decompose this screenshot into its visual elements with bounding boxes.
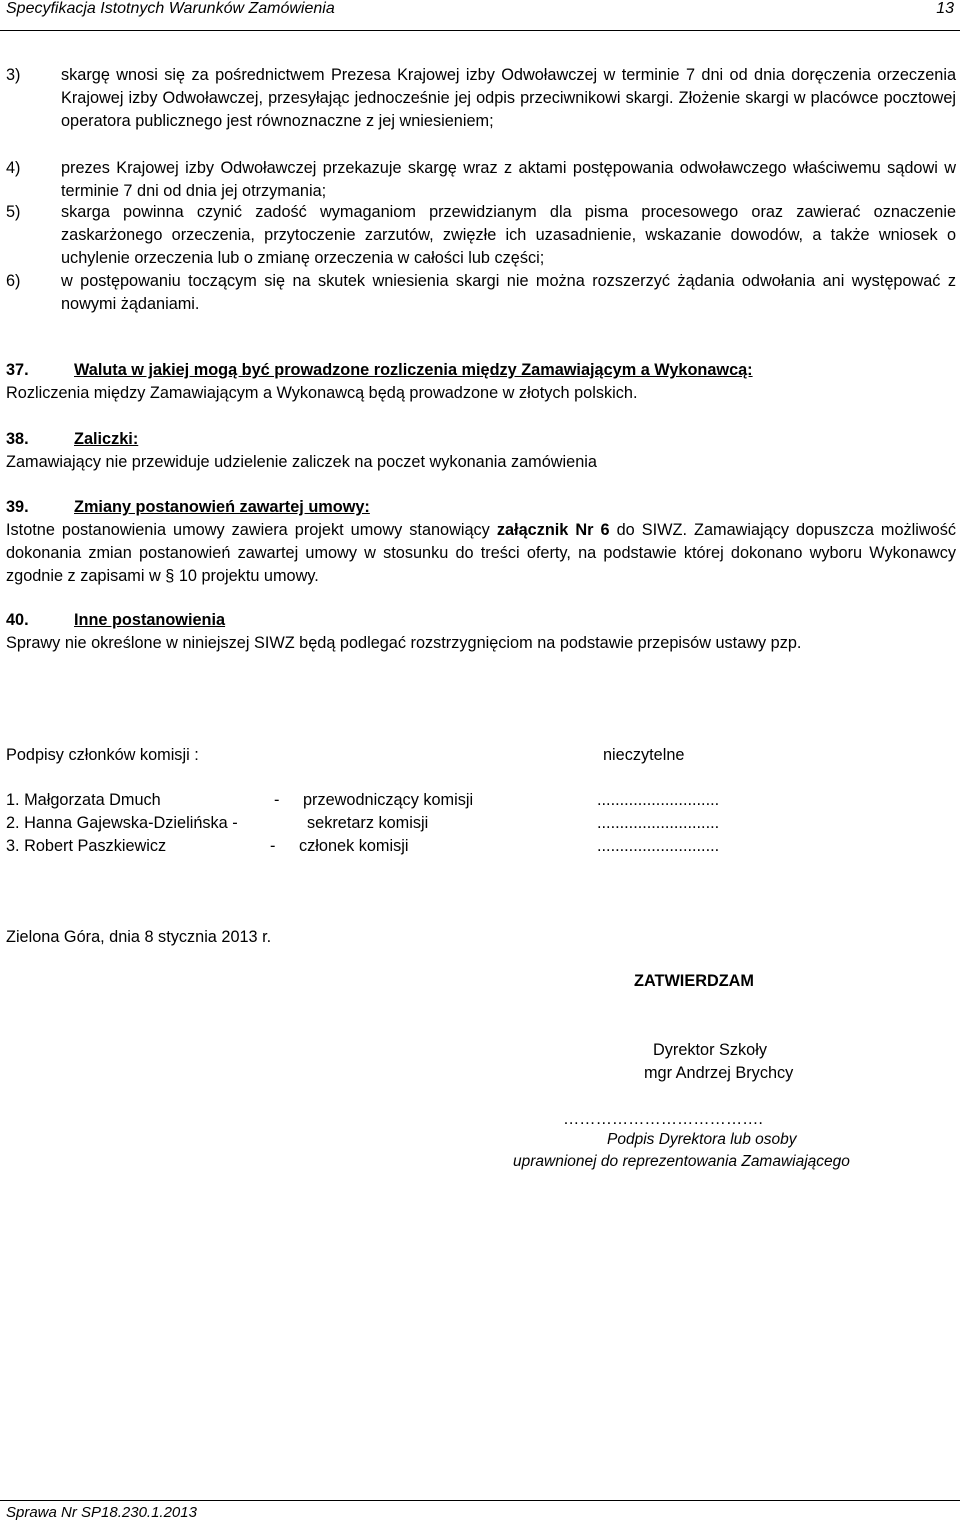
approver-position: Dyrektor Szkoły — [653, 1041, 767, 1059]
place-date: Zielona Góra, dnia 8 stycznia 2013 r. — [6, 928, 272, 946]
page-number: 13 — [936, 0, 954, 17]
section-heading — [6, 609, 956, 632]
section-number: 37. — [6, 361, 29, 379]
section-number: 39. — [6, 498, 29, 516]
section-number: 40. — [6, 611, 29, 629]
list-item-number: 3) — [6, 66, 21, 84]
attachment-reference: załącznik Nr 6 — [496, 521, 610, 539]
member-dash: - — [274, 791, 280, 809]
signature-dots: ………………………………. — [563, 1110, 763, 1128]
page-header — [0, 0, 960, 31]
list-item-number: 4) — [6, 159, 21, 177]
list-item — [6, 157, 956, 203]
list-item-number: 5) — [6, 203, 21, 221]
section-heading — [6, 359, 956, 382]
list-item-text: prezes Krajowej izby Odwoławczej przekazuje skargę wraz z aktami postępowania odwoławczego właściwemu sądowi w terminie 7 dni od dnia jej otrzymania; — [61, 159, 956, 200]
member-dash: - — [270, 837, 276, 855]
list-item-text: w postępowaniu toczącym się na skutek wniesienia skargi nie można rozszerzyć żądania odwołania ani występować z nowymi żądaniami. — [61, 272, 956, 313]
section-body: Zamawiający nie przewiduje udzielenie zaliczek na poczet wykonania zamówienia — [6, 453, 597, 471]
signature-caption: uprawnionej do reprezentowania Zamawiającego — [513, 1153, 850, 1170]
section-38 — [6, 428, 956, 474]
member-role: przewodniczący komisji — [303, 791, 474, 809]
section-body: Rozliczenia między Zamawiającym a Wykonawcą będą prowadzone w złotych polskich. — [6, 384, 638, 402]
section-40 — [6, 609, 956, 655]
section-body — [6, 519, 956, 588]
member-name: 3. Robert Paszkiewicz — [6, 837, 167, 855]
list-item — [6, 64, 956, 133]
signature-dots: ........................... — [597, 837, 720, 855]
footer-divider — [0, 1500, 960, 1501]
signatures-label: Podpisy członków komisji : — [6, 746, 199, 764]
signature-dots: ........................... — [597, 791, 720, 809]
list-item-number: 6) — [6, 272, 21, 290]
list-item-text: skarga powinna czynić zadość wymaganiom przewidzianym dla pisma procesowego oraz zawierać oznaczenie zaskarżonego orzeczenia, przytoczenie zarzutów, zwięzłe ich uzasadnienie, wskazanie dowodów, a także wniosek o uchylenie orzeczenia lub o zmianę orzeczenia w całości lub części; — [61, 203, 956, 267]
section-title: Zaliczki: — [74, 430, 139, 448]
section-heading — [6, 496, 956, 519]
section-title: Zmiany postanowień zawartej umowy: — [74, 498, 370, 516]
signature-caption: Podpis Dyrektora lub osoby — [607, 1131, 797, 1148]
section-heading — [6, 428, 956, 451]
list-item — [6, 270, 956, 316]
list-item — [6, 201, 956, 270]
case-number: Sprawa Nr SP18.230.1.2013 — [6, 1504, 197, 1521]
section-title: Inne postanowienia — [74, 611, 226, 629]
section-37 — [6, 359, 956, 405]
section-39 — [6, 496, 956, 588]
section-number: 38. — [6, 430, 29, 448]
list-item-text: skargę wnosi się za pośrednictwem Prezesa Krajowej izby Odwoławczej w terminie 7 dni od dnia doręczenia orzeczenia Krajowej izby Odwoławczej, przesyłając jednocześnie jej odpis przeciwnikowi skargi. Złożenie skargi w placówce pocztowej operatora publicznego jest równoznaczne z jej wniesieniem; — [61, 66, 956, 130]
section-body: Sprawy nie określone w niniejszej SIWZ będą podlegać rozstrzygnięciom na podstawie przepisów ustawy pzp. — [6, 634, 802, 652]
approval-title: ZATWIERDZAM — [634, 972, 754, 990]
member-role: sekretarz komisji — [307, 814, 429, 832]
section-body-text: Istotne postanowienia umowy zawiera projekt umowy stanowiący — [6, 521, 497, 539]
document-title: Specyfikacja Istotnych Warunków Zamówienia — [6, 0, 335, 17]
approver-name: mgr Andrzej Brychcy — [644, 1064, 794, 1082]
member-name: 1. Małgorzata Dmuch — [6, 791, 161, 809]
signature-dots: ........................... — [597, 814, 720, 832]
member-name: 2. Hanna Gajewska-Dzielińska - — [6, 814, 238, 832]
member-role: członek komisji — [299, 837, 409, 855]
section-body-text: do SIWZ. Zamawiający dopuszcza możliwość dokonania zmian postanowień zawartej umowy w stosunku do treści oferty, na podstawie której dokonano wyboru Wykonawcy zgodnie z zapisami w § 10 projektu umowy. — [6, 521, 956, 585]
signatures-status: nieczytelne — [603, 746, 685, 764]
section-title: Waluta w jakiej mogą być prowadzone rozliczenia między Zamawiającym a Wykonawcą: — [74, 361, 753, 379]
